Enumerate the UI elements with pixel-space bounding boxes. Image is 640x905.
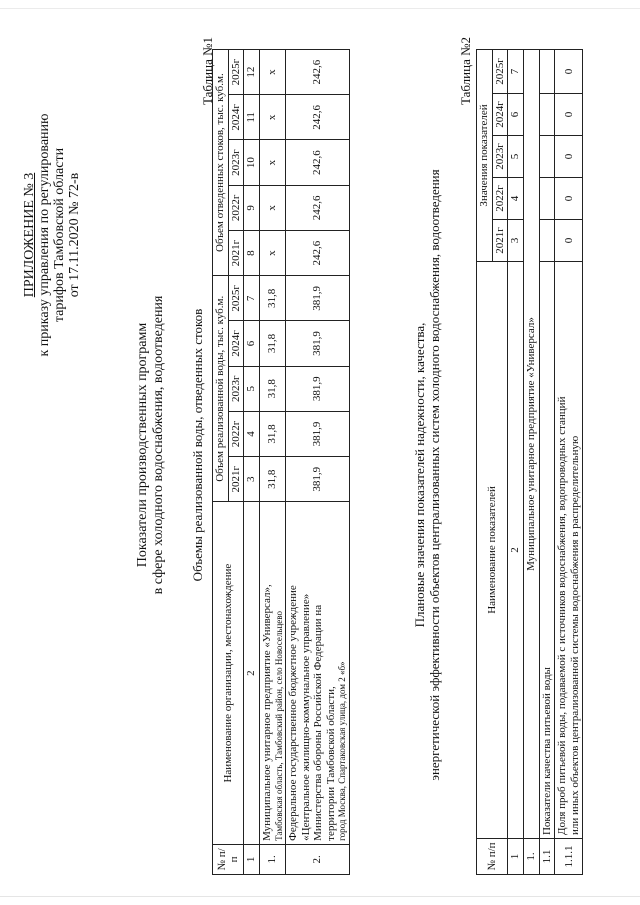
table2-colnum: 6	[508, 94, 524, 136]
section-num: 1.	[523, 839, 539, 875]
scan-edge	[0, 8, 640, 9]
sewage-value: x	[259, 140, 285, 185]
water-value: 31,8	[259, 276, 285, 321]
table1-colnum: 3	[244, 457, 260, 502]
appendix-line-3: от 17.11.2020 № 72-в	[67, 172, 82, 298]
org-location: Тамбовская область, Тамбовский район, село Новосельцево	[273, 611, 284, 841]
appendix-title: ПРИЛОЖЕНИЕ № 3	[22, 172, 37, 298]
indicator-value	[539, 136, 555, 178]
indicator-value	[539, 50, 555, 94]
indicator-value: 0	[555, 50, 583, 94]
table1-colnum: 9	[244, 185, 260, 230]
table1-year: 2023г	[228, 140, 244, 185]
table2-org-row	[523, 50, 539, 875]
row-org-name	[285, 502, 349, 844]
indicator-value	[539, 94, 555, 136]
table1-year: 2021г	[228, 230, 244, 275]
indicator-name-line: Доля проб питьевой воды, подаваемой с источников водоснабжения, водопроводных станций	[556, 396, 569, 836]
org-name-line: Министерства обороны Российской Федерации на	[312, 604, 325, 841]
table1-label: Таблица №1	[200, 36, 215, 105]
water-value: 381,9	[285, 276, 349, 321]
table1-colnum: 5	[244, 366, 260, 411]
water-value: 381,9	[285, 321, 349, 366]
row-num: 2.	[285, 844, 349, 874]
indicator-value: 0	[555, 136, 583, 178]
scan-edge	[0, 896, 640, 897]
water-value: 31,8	[259, 411, 285, 456]
org-name-line: территории Тамбовской области,	[324, 686, 337, 841]
table1-colnum: 12	[244, 50, 260, 95]
row-num: 1.1.1	[555, 839, 583, 875]
water-value: 381,9	[285, 457, 349, 502]
org-name-line: «Центральное жилищно-коммунальное управление»	[299, 593, 312, 841]
row-num: 1.	[259, 844, 285, 874]
water-value: 31,8	[259, 366, 285, 411]
table1-colnum: 10	[244, 140, 260, 185]
table2-caption	[412, 155, 442, 795]
main-heading	[135, 245, 167, 645]
table-row	[539, 50, 555, 875]
table2-year: 2021г	[492, 219, 508, 261]
table2-caption-2: энергетической эффективности объектов централизованных систем холодного водоснабжения, водоотведения	[427, 169, 442, 781]
table1-colnum: 2	[244, 502, 260, 844]
indicator-name: Показатели качества питьевой воды	[539, 261, 555, 838]
indicator-name	[555, 261, 583, 838]
table1	[212, 49, 350, 875]
table2-colnum: 1	[508, 839, 524, 875]
indicator-value: 0	[555, 94, 583, 136]
table2-caption-1: Плановые значения показателей надежности, качества,	[412, 322, 427, 628]
table1-year: 2024г	[228, 321, 244, 366]
sewage-value: x	[259, 50, 285, 95]
water-value: 31,8	[259, 457, 285, 502]
indicator-value	[539, 219, 555, 261]
table1-colnum-row	[244, 50, 260, 875]
table2-year: 2025г	[492, 50, 508, 94]
table1-caption: Объемы реализованной воды, отведенных стоков	[190, 308, 205, 582]
table1-year: 2024г	[228, 95, 244, 140]
heading-line-2: в сфере холодного водоснабжения, водоотведения	[151, 295, 166, 595]
table1-colnum: 6	[244, 321, 260, 366]
indicator-value: 0	[555, 219, 583, 261]
table1-header-sewage: Объем отведенных стоков, тыс. куб.м.	[213, 50, 229, 276]
indicator-value: 0	[555, 177, 583, 219]
table2-header-row	[477, 50, 493, 875]
sewage-value: 242,6	[285, 95, 349, 140]
table1-header-water: Объем реализованной воды, тыс. куб.м.	[213, 276, 229, 502]
table2-colnum-row	[508, 50, 524, 875]
heading-line-1: Показатели производственных программ	[135, 322, 150, 568]
table2-year: 2023г	[492, 136, 508, 178]
table1-header-row	[213, 50, 229, 875]
table2-colnum: 7	[508, 50, 524, 94]
table2-header-name: Наименование показателей	[477, 261, 508, 838]
row-num: 1.1	[539, 839, 555, 875]
table-row	[285, 50, 349, 875]
sewage-value: x	[259, 95, 285, 140]
table2-colnum: 5	[508, 136, 524, 178]
water-value: 31,8	[259, 321, 285, 366]
table1-year: 2021г	[228, 457, 244, 502]
table1-year: 2022г	[228, 411, 244, 456]
sewage-value: x	[259, 230, 285, 275]
table2-year: 2022г	[492, 177, 508, 219]
indicator-name-line: или иных объектов централизованной системы водоснабжения в распределительную	[568, 435, 581, 836]
table1-colnum: 11	[244, 95, 260, 140]
table-row	[555, 50, 583, 875]
table1-colnum: 8	[244, 230, 260, 275]
org-name-line: Федеральное государственное бюджетное учреждение	[286, 585, 299, 841]
table2-label: Таблица №2	[458, 36, 473, 105]
appendix-block	[22, 85, 82, 385]
table2-colnum: 4	[508, 177, 524, 219]
sewage-value: 242,6	[285, 50, 349, 95]
table1-year: 2025г	[228, 276, 244, 321]
table1-header-num: № п/п	[213, 844, 244, 874]
table2-colnum: 2	[508, 261, 524, 838]
appendix-line-1: к приказу управления по регулированию	[37, 113, 52, 357]
table2	[476, 49, 583, 875]
org-location: город Москва, Спартаковская улица, дом 2 «б»	[337, 661, 348, 841]
table1-colnum: 7	[244, 276, 260, 321]
water-value: 381,9	[285, 411, 349, 456]
sewage-value: 242,6	[285, 140, 349, 185]
sewage-value: 242,6	[285, 230, 349, 275]
table1-colnum: 4	[244, 411, 260, 456]
sewage-value: x	[259, 185, 285, 230]
table1-year: 2025г	[228, 50, 244, 95]
org-name: Муниципальное унитарное предприятие «Универсал»,	[260, 584, 273, 841]
table2-header-num: № п/п	[477, 839, 508, 875]
table1-colnum: 1	[244, 844, 260, 874]
table2-year: 2024г	[492, 94, 508, 136]
appendix-line-2: тарифов Тамбовской области	[52, 147, 67, 323]
table-row	[259, 50, 285, 875]
table2-header-values: Значения показателей	[477, 50, 493, 262]
org-row: Муниципальное унитарное предприятие «Универсал»	[523, 50, 539, 839]
table1-header-name: Наименование организации, местонахождение	[213, 502, 244, 844]
table1-year: 2023г	[228, 366, 244, 411]
table1-year: 2022г	[228, 185, 244, 230]
row-org-name	[259, 502, 285, 844]
table2-colnum: 3	[508, 219, 524, 261]
water-value: 381,9	[285, 366, 349, 411]
sewage-value: 242,6	[285, 185, 349, 230]
indicator-value	[539, 177, 555, 219]
